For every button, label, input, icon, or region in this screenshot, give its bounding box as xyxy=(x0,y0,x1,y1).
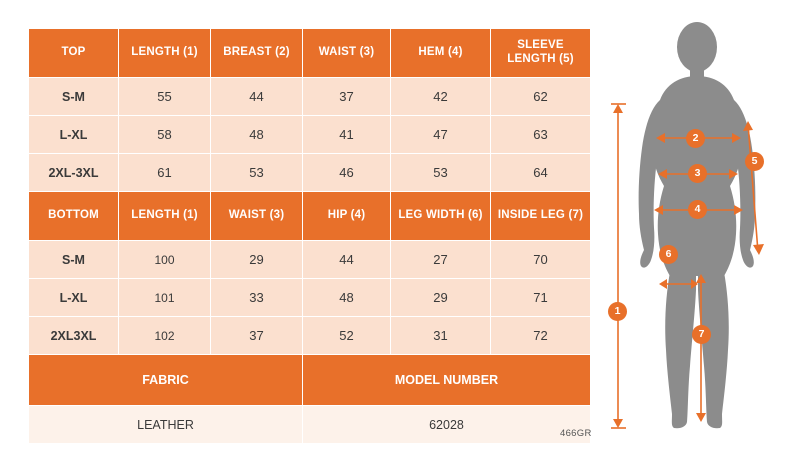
row-label: L-XL xyxy=(29,116,119,154)
header-cell-waist: WAIST (3) xyxy=(211,192,303,241)
cell-hem: 42 xyxy=(391,78,491,116)
cell-length: 58 xyxy=(119,116,211,154)
table-row xyxy=(29,241,591,279)
size-chart-table xyxy=(28,28,591,444)
header-cell-bottom: BOTTOM xyxy=(29,192,119,241)
cell-inside-leg: 70 xyxy=(491,241,591,279)
header-cell-top: TOP xyxy=(29,29,119,78)
cell-hip: 48 xyxy=(303,279,391,317)
table-row xyxy=(29,78,591,116)
cell-inside-leg: 72 xyxy=(491,317,591,355)
cell-waist: 46 xyxy=(303,154,391,192)
cell-leg-width: 29 xyxy=(391,279,491,317)
cell-hip: 52 xyxy=(303,317,391,355)
cell-breast: 53 xyxy=(211,154,303,192)
row-label: S-M xyxy=(29,78,119,116)
cell-hip: 44 xyxy=(303,241,391,279)
badge-4: 4 xyxy=(688,200,707,219)
cell-length: 101 xyxy=(119,279,211,317)
table-row xyxy=(29,279,591,317)
row-label: L-XL xyxy=(29,279,119,317)
cell-sleeve-length: 63 xyxy=(491,116,591,154)
header-cell-waist: WAIST (3) xyxy=(303,29,391,78)
cell-waist: 37 xyxy=(303,78,391,116)
cell-sleeve-length: 64 xyxy=(491,154,591,192)
badge-3: 3 xyxy=(688,164,707,183)
footer-value-row xyxy=(29,406,591,444)
header-cell-sleeve-length: SLEEVE LENGTH (5) xyxy=(491,29,591,78)
cell-leg-width: 27 xyxy=(391,241,491,279)
cell-model-number-value: 62028 xyxy=(303,406,591,444)
table-row xyxy=(29,116,591,154)
table-row xyxy=(29,317,591,355)
header-cell-leg-width: LEG WIDTH (6) xyxy=(391,192,491,241)
badge-5: 5 xyxy=(745,152,764,171)
top-header-row xyxy=(29,29,591,78)
cell-fabric-value: LEATHER xyxy=(29,406,303,444)
measurement-figure-panel xyxy=(608,14,786,444)
header-cell-inside-leg: INSIDE LEG (7) xyxy=(491,192,591,241)
cell-length: 102 xyxy=(119,317,211,355)
header-cell-hip: HIP (4) xyxy=(303,192,391,241)
cell-hem: 47 xyxy=(391,116,491,154)
badge-7: 7 xyxy=(692,325,711,344)
product-code-label: 466GR xyxy=(560,428,592,439)
header-cell-model-number: MODEL NUMBER xyxy=(303,355,591,406)
body-silhouette-icon xyxy=(639,22,756,428)
footer-header-row xyxy=(29,355,591,406)
header-cell-length: LENGTH (1) xyxy=(119,192,211,241)
cell-breast: 48 xyxy=(211,116,303,154)
cell-leg-width: 31 xyxy=(391,317,491,355)
row-label: 2XL3XL xyxy=(29,317,119,355)
badge-6: 6 xyxy=(659,245,678,264)
cell-length: 100 xyxy=(119,241,211,279)
cell-inside-leg: 71 xyxy=(491,279,591,317)
cell-sleeve-length: 62 xyxy=(491,78,591,116)
cell-waist: 29 xyxy=(211,241,303,279)
bottom-header-row xyxy=(29,192,591,241)
cell-waist: 37 xyxy=(211,317,303,355)
badge-2: 2 xyxy=(686,129,705,148)
header-cell-breast: BREAST (2) xyxy=(211,29,303,78)
row-label: 2XL-3XL xyxy=(29,154,119,192)
cell-waist: 33 xyxy=(211,279,303,317)
badge-1: 1 xyxy=(608,302,627,321)
table-row xyxy=(29,154,591,192)
cell-breast: 44 xyxy=(211,78,303,116)
cell-length: 55 xyxy=(119,78,211,116)
header-cell-fabric: FABRIC xyxy=(29,355,303,406)
header-cell-hem: HEM (4) xyxy=(391,29,491,78)
header-cell-length: LENGTH (1) xyxy=(119,29,211,78)
cell-length: 61 xyxy=(119,154,211,192)
row-label: S-M xyxy=(29,241,119,279)
cell-hem: 53 xyxy=(391,154,491,192)
female-body-diagram xyxy=(608,14,786,444)
cell-waist: 41 xyxy=(303,116,391,154)
